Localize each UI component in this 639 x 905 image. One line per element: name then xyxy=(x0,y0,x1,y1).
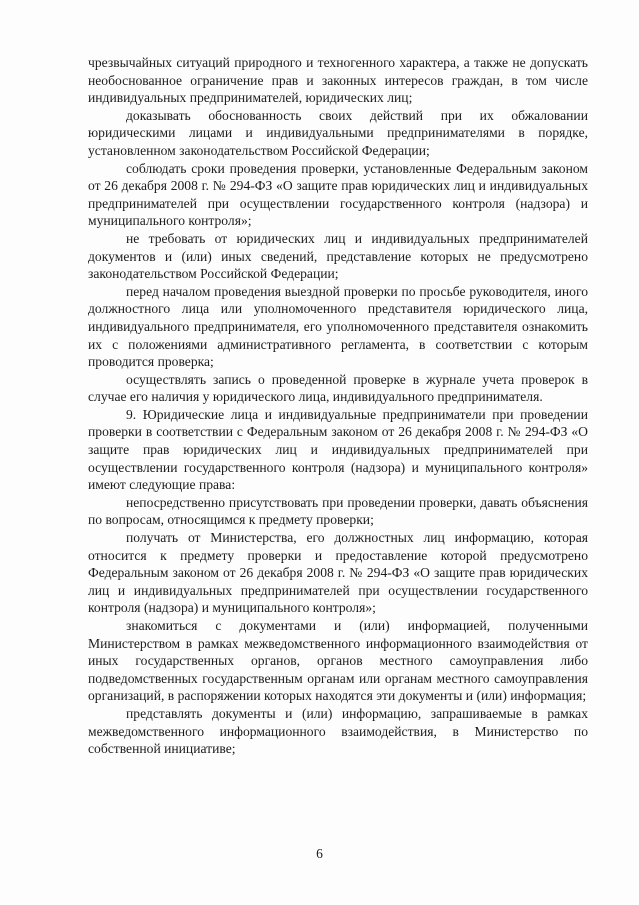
paragraph-9: получать от Министерства, его должностных лиц информацию, которая относится к предмету проверки и предоставление которой предусмотрено Федеральным законом от 26 декабря 2008 г. № 294-ФЗ «О защите прав юридических лиц и индивидуальных предпринимателей при осуществлении государственного контроля (надзора) и муниципального контроля»; xyxy=(88,530,588,616)
paragraph-10: знакомиться с документами и (или) информацией, полученными Министерством в рамках межведомственного информационного взаимодействия от иных государственных органов, органов местного самоуправления либо подведомственных государственным органам или органам местного самоуправления организаций, в распоряжении которых находятся эти документы и (или) информация; xyxy=(88,618,588,704)
page-number: 6 xyxy=(316,846,323,861)
paragraph-8: непосредственно присутствовать при проведении проверки, давать объяснения по вопросам, относящимся к предмету проверки; xyxy=(88,494,588,528)
paragraph-6: осуществлять запись о проведенной проверке в журнале учета проверок в случае его наличия у юридического лица, индивидуального предпринимателя. xyxy=(88,371,588,405)
paragraph-1: чрезвычайных ситуаций природного и техногенного характера, а также не допускать необоснованное ограничение прав и законных интересов граждан, в том числе индивидуальных предпринимателей, юридических лиц; xyxy=(88,55,588,106)
paragraph-11: представлять документы и (или) информацию, запрашиваемые в рамках межведомственного информационного взаимодействия, в Министерство по собственной инициативе; xyxy=(88,705,588,757)
paragraph-5: перед началом проведения выездной проверки по просьбе руководителя, иного должностного лица или уполномоченного представителя юридического лица, индивидуального предпринимателя, его уполномоченного представителя ознакомить их с положениями административного регламента, в соответствии с которым проводится проверка; xyxy=(88,283,588,370)
paragraph-4: не требовать от юридических лиц и индивидуальных предпринимателей документов и (или) иных сведений, представление которых не предусмотрено законодательством Российской Федерации; xyxy=(88,230,588,282)
paragraph-7: 9. Юридические лица и индивидуальные предприниматели при проведении проверки в соответствии с Федеральным законом от 26 декабря 2008 г. № 294-ФЗ «О защите прав юридических лиц и индивидуальных предпринимателей при осуществлении государственного контроля (надзора) и муниципального контроля» имеют следующие права: xyxy=(88,406,588,493)
paragraph-2: доказывать обоснованность своих действий при их обжаловании юридическими лицами и индивидуальными предпринимателями в порядке, установленном законодательством Российской Федерации; xyxy=(88,107,588,158)
paragraph-3: соблюдать сроки проведения проверки, установленные Федеральным законом от 26 декабря 2008 г. № 294-ФЗ «О защите прав юридических лиц и индивидуальных предпринимателей при осуществлении государственного контроля (надзора) и муниципального контроля»; xyxy=(88,160,588,229)
document-body xyxy=(88,54,588,758)
